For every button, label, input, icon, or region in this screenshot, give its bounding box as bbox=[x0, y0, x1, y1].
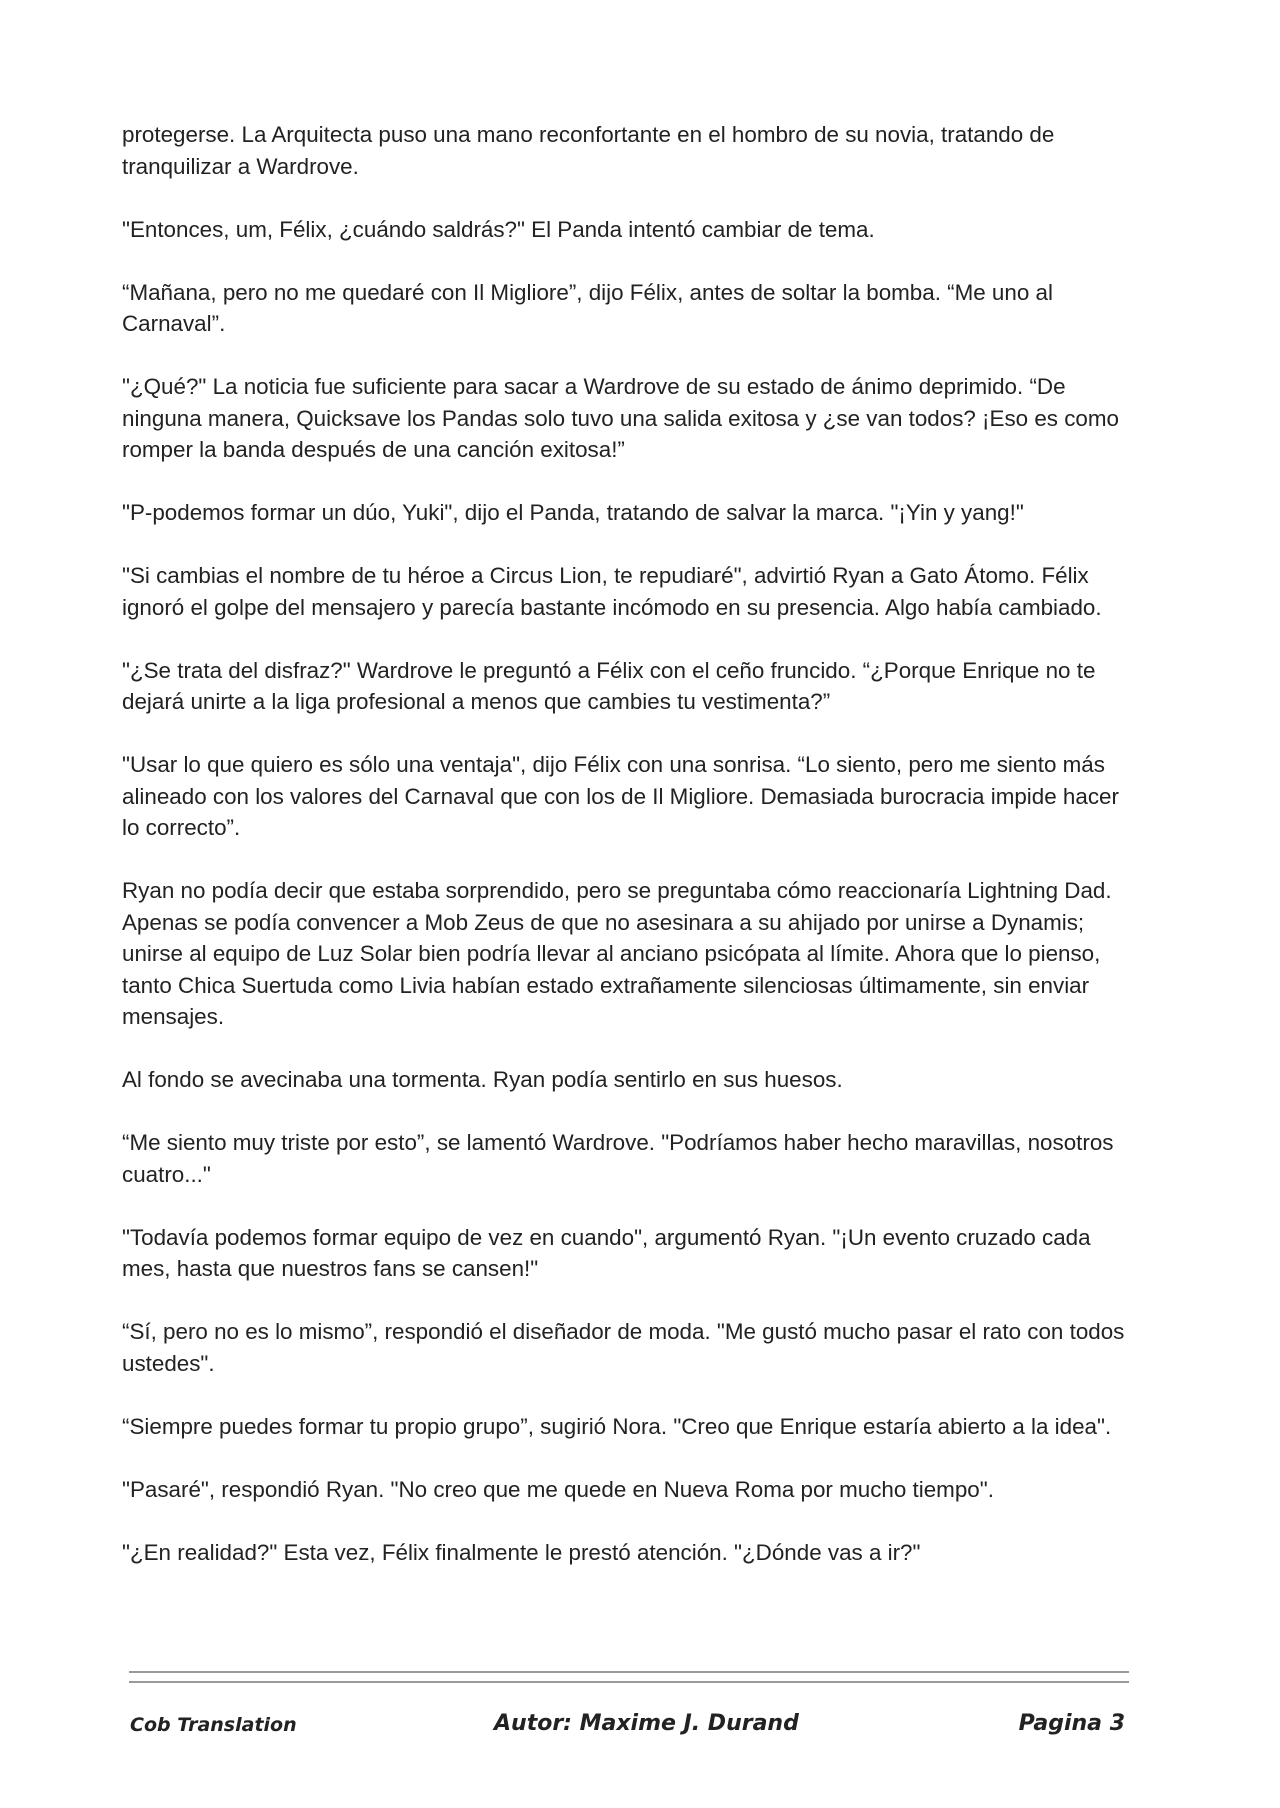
paragraph: "Usar lo que quiero es sólo una ventaja", dijo Félix con una sonrisa. “Lo siento, pero me siento más alineado con los valores del Carnaval que con los de Il Migliore. Demasiada burocracia impide hacer lo correcto”. bbox=[122, 752, 1119, 840]
footer-divider-bottom bbox=[129, 1681, 1129, 1683]
paragraph: "Pasaré", respondió Ryan. "No creo que me quede en Nueva Roma por mucho tiempo". bbox=[122, 1476, 994, 1502]
footer-author: Autor: Maxime J. Durand bbox=[494, 1711, 799, 1736]
paragraph: "¿Se trata del disfraz?" Wardrove le preguntó a Félix con el ceño fruncido. “¿Porque Enrique no te dejará unirte a la liga profesional a menos que cambies tu vestimenta?” bbox=[122, 657, 1096, 714]
footer-page-number: Pagina 3 bbox=[1018, 1711, 1125, 1736]
footer-translator: Cob Translation bbox=[130, 1714, 297, 1736]
paragraph: "¿En realidad?" Esta vez, Félix finalmente le prestó atención. "¿Dónde vas a ir?" bbox=[122, 1539, 921, 1565]
paragraph: “Sí, pero no es lo mismo”, respondió el diseñador de moda. "Me gustó mucho pasar el rato con todos ustedes". bbox=[122, 1319, 1125, 1376]
paragraph: "¿Qué?" La noticia fue suficiente para sacar a Wardrove de su estado de ánimo deprimido. “De ninguna manera, Quicksave los Pandas solo tuvo una salida exitosa y ¿se van todos? ¡Eso es como romper la banda después de una canción exitosa!” bbox=[122, 374, 1119, 462]
paragraph: “Siempre puedes formar tu propio grupo”, sugirió Nora. "Creo que Enrique estaría abierto a la idea". bbox=[122, 1413, 1112, 1439]
paragraph: Al fondo se avecinaba una tormenta. Ryan podía sentirlo en sus huesos. bbox=[122, 1067, 843, 1092]
paragraph: “Mañana, pero no me quedaré con Il Migliore”, dijo Félix, antes de soltar la bomba. “Me uno al Carnaval”. bbox=[122, 279, 1053, 336]
paragraph: “Me siento muy triste por esto”, se lamentó Wardrove. "Podríamos haber hecho maravillas, nosotros cuatro..." bbox=[122, 1130, 1114, 1187]
paragraph: "Entonces, um, Félix, ¿cuándo saldrás?" El Panda intentó cambiar de tema. bbox=[122, 216, 875, 242]
paragraph: protegerse. La Arquitecta puso una mano reconfortante en el hombro de su novia, tratando de tranquilizar a Wardrove. bbox=[122, 122, 1055, 179]
document-body bbox=[122, 119, 1142, 1600]
paragraph: "P-podemos formar un dúo, Yuki", dijo el Panda, tratando de salvar la marca. "¡Yin y yang!" bbox=[122, 500, 1024, 525]
footer-divider-top bbox=[129, 1671, 1129, 1673]
paragraph: "Si cambias el nombre de tu héroe a Circus Lion, te repudiaré", advirtió Ryan a Gato Átomo. Félix ignoró el golpe del mensajero y parecía bastante incómodo en su presencia. Algo había cambiado. bbox=[122, 563, 1102, 620]
paragraph: Ryan no podía decir que estaba sorprendido, pero se preguntaba cómo reaccionaría Lightning Dad. Apenas se podía convencer a Mob Zeus de que no asesinara a su ahijado por unirse a Dynamis; unirse al equipo de Luz Solar bien podría llevar al anciano psicópata al límite. Ahora que lo pienso, tanto Chica Suertuda como Livia habían estado extrañamente silenciosas últimamente, sin enviar mensajes. bbox=[122, 878, 1112, 1029]
paragraph: "Todavía podemos formar equipo de vez en cuando", argumentó Ryan. "¡Un evento cruzado cada mes, hasta que nuestros fans se cansen!" bbox=[122, 1224, 1091, 1281]
